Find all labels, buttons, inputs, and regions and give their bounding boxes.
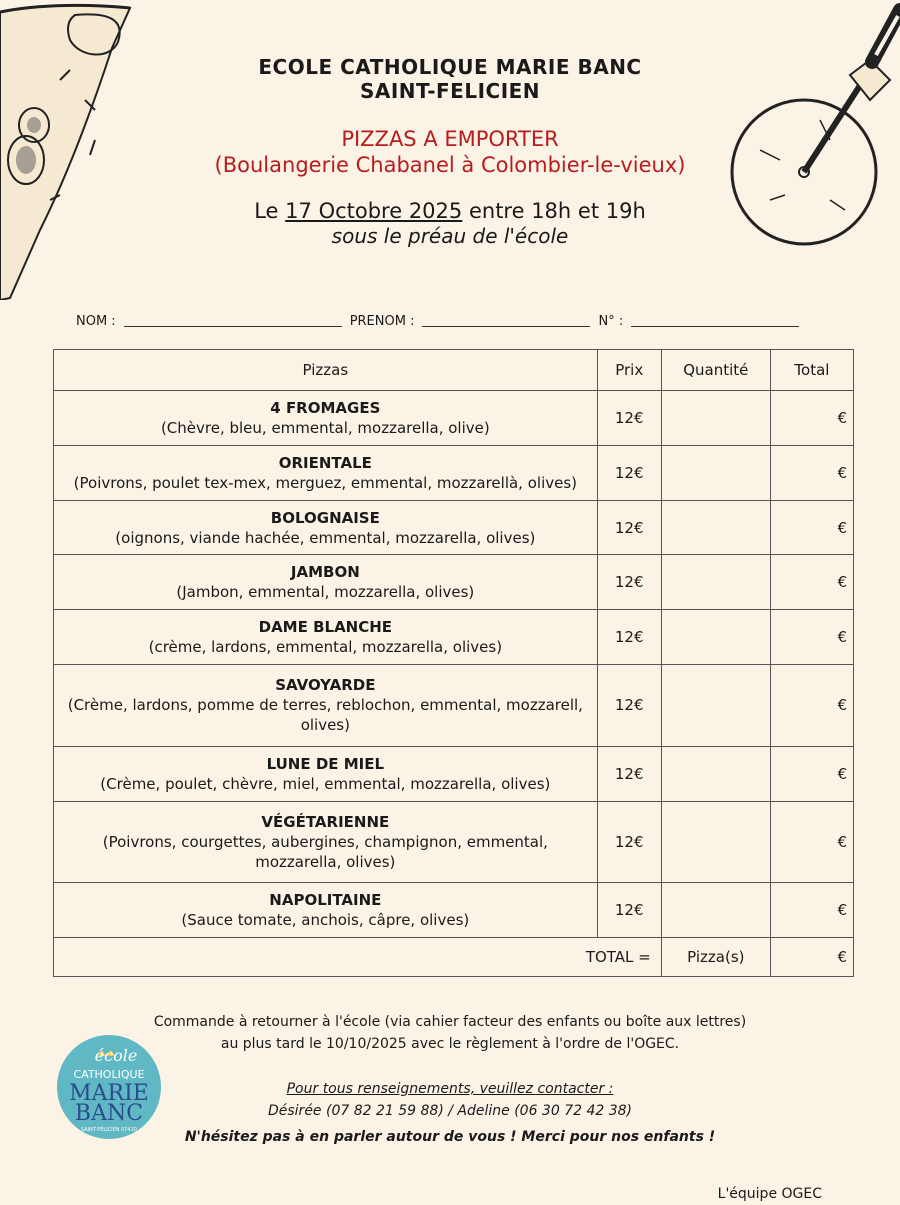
pizza-name: DAME BLANCHE: [258, 618, 393, 637]
header-prix: Prix: [597, 350, 661, 391]
pizza-name: JAMBON: [290, 563, 360, 582]
deadline-note: au plus tard le 10/10/2025 avec le règlement à l'ordre de l'OGEC.: [220, 1036, 680, 1052]
nom-field[interactable]: [124, 314, 342, 327]
table-row: [54, 801, 854, 883]
table-row: [54, 610, 854, 665]
quantity-field[interactable]: [661, 883, 770, 938]
pizza-ingredients: (Crème, poulet, chèvre, miel, emmental, mozzarella, olives): [100, 774, 551, 793]
pizza-ingredients: (Crème, lardons, pomme de terres, reblochon, emmental, mozzarell, olives): [67, 696, 583, 735]
pizza-cell: [54, 555, 598, 610]
header-pizzas: Pizzas: [54, 350, 598, 391]
prenom-field[interactable]: [422, 314, 590, 327]
total-quantity-field[interactable]: Pizza(s): [661, 938, 770, 977]
quantity-field[interactable]: [661, 801, 770, 883]
closing-message: N'hésitez pas à en parler autour de vous ! Merci pour nos enfants !: [184, 1129, 716, 1145]
logo-tagline: SAINT-FÉLICIEN 07410: [81, 1127, 137, 1133]
table-row: [54, 883, 854, 938]
total-label: TOTAL =: [54, 938, 662, 977]
quantity-field[interactable]: [661, 555, 770, 610]
table-header-row: [54, 350, 854, 391]
table-row: [54, 391, 854, 446]
pizza-cell: [54, 883, 598, 938]
logo-word1: école: [94, 1046, 138, 1065]
pizza-price: 12€: [597, 555, 661, 610]
quantity-field[interactable]: [661, 391, 770, 446]
line-total[interactable]: €: [770, 801, 853, 883]
return-instructions: Commande à retourner à l'école (via cahier facteur des enfants ou boîte aux lettres): [153, 1014, 747, 1030]
school-name-line2: SAINT-FELICIEN: [359, 79, 541, 103]
line-total[interactable]: €: [770, 610, 853, 665]
pizza-name: SAVOYARDE: [275, 676, 376, 695]
numero-label: N° :: [598, 314, 624, 329]
prenom-label: PRENOM :: [349, 314, 415, 329]
pizza-price: 12€: [597, 665, 661, 747]
nom-label: NOM :: [76, 314, 116, 329]
logo-word3: MARIE: [69, 1081, 149, 1106]
pizza-cell: [54, 665, 598, 747]
quantity-field[interactable]: [661, 500, 770, 555]
event-supplier: (Boulangerie Chabanel à Colombier-le-vieux): [214, 153, 686, 177]
pizza-price: 12€: [597, 610, 661, 665]
pizza-cell: [54, 500, 598, 555]
quantity-field[interactable]: [661, 445, 770, 500]
pizza-ingredients: (Poivrons, courgettes, aubergines, champignon, emmental, mozzarella, olives): [102, 832, 548, 871]
line-total[interactable]: €: [770, 746, 853, 801]
pizza-name: NAPOLITAINE: [269, 891, 382, 910]
contact-details: Désirée (07 82 21 59 88) / Adeline (06 30 72 42 38): [267, 1103, 632, 1119]
pizza-ingredients: (Chèvre, bleu, emmental, mozzarella, olive): [160, 418, 490, 437]
pizza-name: BOLOGNAISE: [270, 508, 380, 527]
pizza-ingredients: (crème, lardons, emmental, mozzarella, olives): [148, 638, 503, 657]
quantity-field[interactable]: [661, 746, 770, 801]
line-total[interactable]: €: [770, 445, 853, 500]
contact-intro: [0, 1078, 900, 1100]
line-total[interactable]: €: [770, 883, 853, 938]
line-total[interactable]: €: [770, 500, 853, 555]
identity-fields: [76, 314, 836, 329]
pizza-name: LUNE DE MIEL: [266, 754, 385, 773]
total-row: [54, 938, 854, 977]
line-total[interactable]: €: [770, 555, 853, 610]
table-row: [54, 555, 854, 610]
pizza-name: ORIENTALE: [278, 453, 372, 472]
line-total[interactable]: €: [770, 391, 853, 446]
order-table: [53, 349, 854, 977]
date-prefix: Le: [254, 199, 279, 223]
pizza-ingredients: (Jambon, emmental, mozzarella, olives): [176, 583, 475, 602]
signature: L'équipe OGEC: [717, 1186, 822, 1202]
pizza-name: 4 FROMAGES: [270, 398, 381, 417]
event-title-block: [0, 126, 900, 178]
header-total: Total: [770, 350, 853, 391]
event-date: 17 Octobre 2025: [285, 199, 463, 223]
event-date-line: [0, 198, 900, 224]
pizza-price: 12€: [597, 445, 661, 500]
table-row: [54, 500, 854, 555]
line-total[interactable]: €: [770, 665, 853, 747]
pizza-cell: [54, 445, 598, 500]
school-name-line1: ECOLE CATHOLIQUE MARIE BANC: [258, 55, 642, 79]
pizza-price: 12€: [597, 500, 661, 555]
numero-field[interactable]: [631, 314, 799, 327]
pizza-price: 12€: [597, 883, 661, 938]
pizza-price: 12€: [597, 801, 661, 883]
pizza-price: 12€: [597, 746, 661, 801]
quantity-field[interactable]: [661, 665, 770, 747]
pizza-price: 12€: [597, 391, 661, 446]
pizza-ingredients: (oignons, viande hachée, emmental, mozzarella, olives): [115, 528, 536, 547]
table-row: [54, 445, 854, 500]
contact-intro-text: Pour tous renseignements, veuillez contacter :: [286, 1081, 614, 1097]
header-quantite: Quantité: [661, 350, 770, 391]
quantity-field[interactable]: [661, 610, 770, 665]
logo-word2: CATHOLIQUE: [73, 1068, 145, 1081]
pizza-cell: [54, 746, 598, 801]
pizza-cell: [54, 391, 598, 446]
pizza-name: VÉGÉTARIENNE: [261, 812, 390, 831]
pizza-ingredients: (Poivrons, poulet tex-mex, merguez, emmental, mozzarellà, olives): [73, 473, 578, 492]
event-title: PIZZAS A EMPORTER: [341, 127, 559, 151]
school-name: [0, 55, 900, 103]
pizza-cell: [54, 610, 598, 665]
table-row: [54, 665, 854, 747]
grand-total-field[interactable]: €: [770, 938, 853, 977]
logo-word4: BANC: [74, 1101, 144, 1126]
table-row: [54, 746, 854, 801]
event-time: entre 18h et 19h: [468, 199, 646, 223]
pizza-ingredients: (Sauce tomate, anchois, câpre, olives): [181, 911, 470, 930]
event-place: sous le préau de l'école: [331, 224, 569, 248]
pizza-cell: [54, 801, 598, 883]
